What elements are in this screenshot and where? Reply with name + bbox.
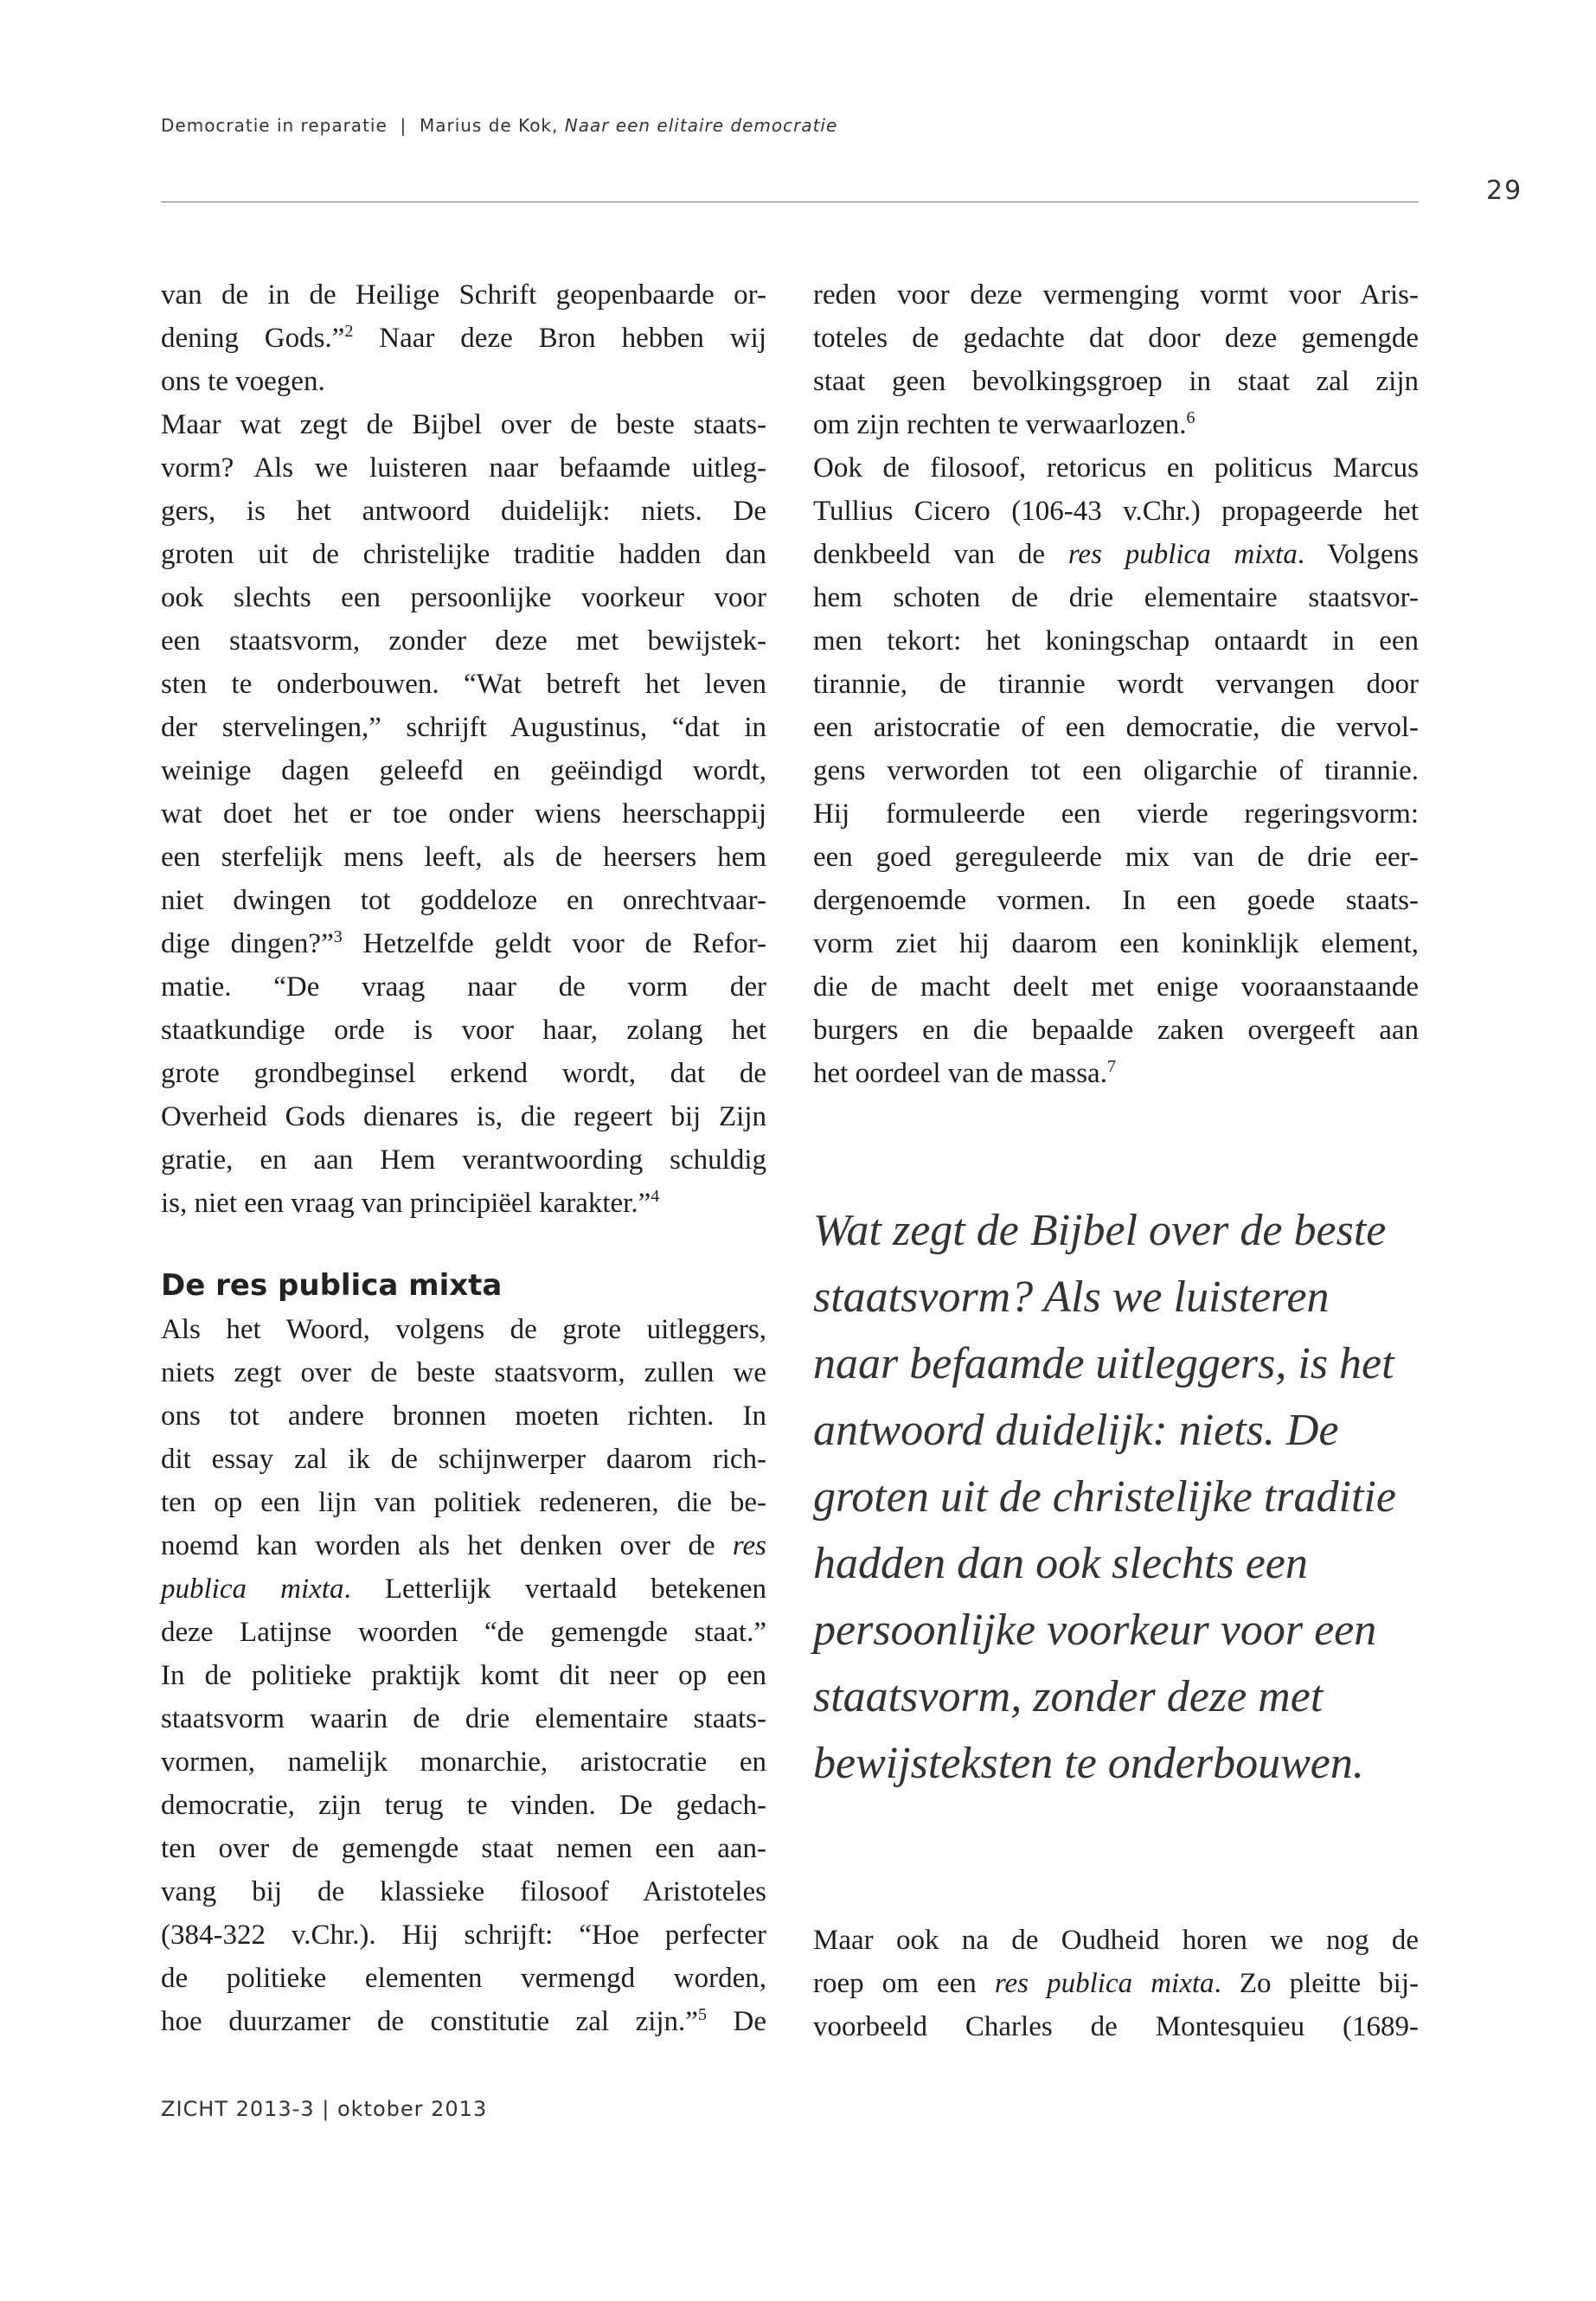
text-run: het oordeel van de massa. xyxy=(813,1058,1107,1089)
text-run: sten te onderbouwen. “Wat betreft het leven xyxy=(161,669,766,700)
text-run: De xyxy=(706,2006,766,2037)
pull-quote-line: persoonlijke voorkeur voor een xyxy=(813,1606,1377,1655)
text-run: gens verworden tot een oligarchie of tirannie. xyxy=(813,755,1419,786)
footnote-marker: 6 xyxy=(1186,408,1195,427)
italic-term: res xyxy=(732,1530,766,1561)
pull-quote-line: antwoord duidelijk: niets. De xyxy=(813,1406,1339,1455)
text-line xyxy=(813,533,1419,576)
text-line xyxy=(161,749,766,792)
header-title: Naar een elitaire democratie xyxy=(564,115,838,136)
text-line xyxy=(813,360,1419,403)
text-line xyxy=(161,1524,766,1567)
pull-quote-line: staatsvorm, zonder deze met xyxy=(813,1672,1324,1721)
pull-quote-line: groten uit de christelijke traditie xyxy=(813,1472,1396,1522)
text-line xyxy=(161,1351,766,1394)
text-run: ons tot andere bronnen moeten richten. In xyxy=(161,1400,766,1432)
text-line xyxy=(161,1009,766,1052)
text-run: Als het Woord, volgens de grote uitleggers, xyxy=(161,1314,766,1345)
text-line xyxy=(813,2005,1419,2048)
text-line xyxy=(161,1611,766,1654)
text-run: staatkundige orde is voor haar, zolang het xyxy=(161,1015,766,1046)
text-line xyxy=(161,1481,766,1524)
pull-quote-line: hadden dan ook slechts een xyxy=(813,1539,1308,1588)
text-line xyxy=(813,1009,1419,1052)
text-run: vang bij de klassieke filosoof Aristoteles xyxy=(161,1876,766,1907)
text-run: Maar ook na de Oudheid horen we nog de xyxy=(813,1925,1419,1956)
text-line xyxy=(813,446,1419,490)
right-column xyxy=(813,273,1419,1095)
text-run: ten op een lijn van politiek redeneren, die be- xyxy=(161,1487,766,1518)
text-line xyxy=(161,1394,766,1438)
text-run: deze Latijnse woorden “de gemengde staat.” xyxy=(161,1617,766,1648)
text-line xyxy=(161,1957,766,2000)
pull-quote-line: Wat zegt de Bijbel over de beste xyxy=(813,1206,1387,1255)
text-line xyxy=(161,273,766,317)
text-run: noemd kan worden als het denken over de xyxy=(161,1530,733,1561)
text-line xyxy=(813,792,1419,836)
pull-quote xyxy=(813,1197,1436,1797)
text-run: hem schoten de drie elementaire staatsvor- xyxy=(813,582,1419,613)
right-column-continuation xyxy=(813,1919,1419,2048)
text-line xyxy=(161,1182,766,1225)
right-column-paragraphs xyxy=(813,273,1419,1095)
text-run: der stervelingen,” schrijft Augustinus, “dat in xyxy=(161,712,766,743)
text-run: Hij formuleerde een vierde regeringsvorm: xyxy=(813,798,1419,830)
text-run: wat doet het er toe onder wiens heerschappij xyxy=(161,798,766,830)
text-run: matie. “De vraag naar de vorm der xyxy=(161,971,766,1003)
text-run: van de in de Heilige Schrift geopenbaarde or- xyxy=(161,279,766,311)
header-series: Democratie in reparatie xyxy=(161,115,388,136)
text-run: niet dwingen tot goddeloze en onrechtvaar- xyxy=(161,885,766,916)
text-line xyxy=(161,446,766,490)
text-line xyxy=(161,1567,766,1611)
text-line xyxy=(161,533,766,576)
text-run: hoe duurzamer de constitutie zal zijn.” xyxy=(161,2006,698,2037)
text-run: ten over de gemengde staat nemen een aan- xyxy=(161,1833,766,1864)
text-line xyxy=(813,1962,1419,2005)
text-run: een goed gereguleerde mix van de drie eer- xyxy=(813,842,1419,873)
section-heading: De res publica mixta xyxy=(161,1268,503,1303)
text-line xyxy=(161,1095,766,1138)
page-footer: ZICHT 2013-3 | oktober 2013 xyxy=(161,2097,488,2121)
text-run: dit essay zal ik de schijnwerper daarom rich- xyxy=(161,1444,766,1475)
text-run: grote grondbeginsel erkend wordt, dat de xyxy=(161,1058,766,1089)
text-run: gratie, en aan Hem verantwoording schuldig xyxy=(161,1144,766,1176)
text-run: vorm? Als we luisteren naar befaamde uitleg- xyxy=(161,452,766,484)
italic-term: res publica mixta xyxy=(1067,539,1298,570)
text-run: Naar deze Bron hebben wij xyxy=(353,323,766,354)
header-author: Marius de Kok, xyxy=(419,115,559,136)
text-run: burgers en die bepaalde zaken overgeeft aan xyxy=(813,1015,1419,1046)
footnote-marker: 2 xyxy=(344,322,354,341)
text-line xyxy=(813,619,1419,663)
footnote-marker: 5 xyxy=(697,2005,707,2024)
text-run: denkbeeld van de xyxy=(813,539,1068,570)
text-run: Tullius Cicero (106-43 v.Chr.) propageerde het xyxy=(813,496,1419,527)
text-run: groten uit de christelijke traditie hadden dan xyxy=(161,539,766,570)
text-run: roep om een xyxy=(813,1968,995,1999)
running-header xyxy=(161,115,1415,136)
text-line xyxy=(161,490,766,533)
text-line xyxy=(161,1138,766,1182)
left-column xyxy=(161,273,766,2043)
text-run: dige dingen?” xyxy=(161,928,334,959)
text-run: vormen, namelijk monarchie, aristocratie en xyxy=(161,1747,766,1778)
text-line xyxy=(161,360,766,403)
text-run: reden voor deze vermenging vormt voor Aris- xyxy=(813,279,1419,311)
text-run: tirannie, de tirannie wordt vervangen door xyxy=(813,669,1419,700)
text-line xyxy=(813,1919,1419,1962)
pull-quote-line: staatsvorm? Als we luisteren xyxy=(813,1272,1330,1322)
text-run: de politieke elementen vermengd worden, xyxy=(161,1963,766,1994)
text-run: In de politieke praktijk komt dit neer op een xyxy=(161,1660,766,1691)
text-line xyxy=(813,836,1419,879)
text-run: weinige dagen geleefd en geëindigd wordt, xyxy=(161,755,766,786)
text-line xyxy=(813,490,1419,533)
pull-quote-line: bewijsteksten te onderbouwen. xyxy=(813,1739,1364,1788)
text-line xyxy=(813,273,1419,317)
text-run: . Volgens xyxy=(1297,539,1420,570)
text-line xyxy=(161,1784,766,1827)
text-line xyxy=(161,706,766,749)
text-line xyxy=(161,1913,766,1957)
text-line xyxy=(161,1827,766,1870)
text-line xyxy=(813,749,1419,792)
footnote-marker: 3 xyxy=(333,927,343,946)
left-column-paragraphs xyxy=(161,273,766,1225)
text-line xyxy=(161,922,766,965)
text-run: democratie, zijn terug te vinden. De gedach- xyxy=(161,1790,766,1821)
text-line xyxy=(161,792,766,836)
text-line xyxy=(813,879,1419,922)
footnote-marker: 4 xyxy=(651,1187,660,1206)
text-run: vorm ziet hij daarom een koninklijk element, xyxy=(813,928,1419,959)
text-line xyxy=(813,576,1419,619)
text-run: (384-322 v.Chr.). Hij schrijft: “Hoe perfecter xyxy=(161,1920,766,1951)
text-run: men tekort: het koningschap ontaardt in een xyxy=(813,625,1419,657)
text-line xyxy=(161,1654,766,1697)
text-line xyxy=(813,663,1419,706)
text-line xyxy=(161,619,766,663)
header-separator: | xyxy=(400,115,407,136)
text-run: gers, is het antwoord duidelijk: niets. De xyxy=(161,496,766,527)
text-run: toteles de gedachte dat door deze gemengde xyxy=(813,323,1419,354)
text-line xyxy=(161,836,766,879)
text-line xyxy=(161,1697,766,1740)
text-run: is, niet een vraag van principiëel karakter.” xyxy=(161,1188,651,1219)
text-line xyxy=(813,706,1419,749)
text-run: niets zegt over de beste staatsvorm, zullen we xyxy=(161,1357,766,1388)
text-line xyxy=(161,2000,766,2043)
pull-quote-line: naar befaamde uitleggers, is het xyxy=(813,1339,1394,1388)
text-line xyxy=(813,403,1419,446)
italic-term: res publica mixta xyxy=(994,1968,1215,1999)
text-run: dening Gods.” xyxy=(161,323,345,354)
text-run: een sterfelijk mens leeft, als de heersers hem xyxy=(161,842,766,873)
text-run: ons te voegen. xyxy=(161,366,325,397)
text-run: die de macht deelt met enige vooraanstaande xyxy=(813,971,1419,1003)
text-line xyxy=(161,1740,766,1784)
text-run: . Zo pleitte bij- xyxy=(1214,1968,1420,1999)
text-line xyxy=(161,403,766,446)
footnote-marker: 7 xyxy=(1106,1057,1116,1076)
text-line xyxy=(161,965,766,1009)
text-run: . Letterlijk vertaald betekenen xyxy=(343,1574,766,1605)
text-run: Overheid Gods dienares is, die regeert bij Zijn xyxy=(161,1101,766,1132)
text-run: staatsvorm waarin de drie elementaire staats- xyxy=(161,1703,766,1734)
text-run: voorbeeld Charles de Montesquieu (1689- xyxy=(813,2011,1419,2042)
text-line xyxy=(161,1052,766,1095)
left-column-section-body xyxy=(161,1308,766,2043)
text-line xyxy=(161,1308,766,1351)
text-run: ook slechts een persoonlijke voorkeur voor xyxy=(161,582,766,613)
text-line xyxy=(161,317,766,360)
text-run: staat geen bevolkingsgroep in staat zal zijn xyxy=(813,366,1419,397)
text-run: Ook de filosoof, retoricus en politicus Marcus xyxy=(813,452,1419,484)
text-run: dergenoemde vormen. In een goede staats- xyxy=(813,885,1419,916)
text-line xyxy=(161,1438,766,1481)
page-number: 29 xyxy=(1486,176,1523,206)
text-line xyxy=(161,879,766,922)
text-run: Hetzelfde geldt voor de Refor- xyxy=(342,928,766,959)
text-run: Maar wat zegt de Bijbel over de beste staats- xyxy=(161,409,766,440)
text-line xyxy=(813,922,1419,965)
text-line xyxy=(813,1052,1419,1095)
text-line xyxy=(813,965,1419,1009)
right-column-continuation-paragraph xyxy=(813,1919,1419,2048)
text-line xyxy=(161,1870,766,1913)
text-run: om zijn rechten te verwaarlozen. xyxy=(813,409,1187,440)
text-run: een staatsvorm, zonder deze met bewijstek- xyxy=(161,625,766,657)
text-line xyxy=(161,663,766,706)
italic-term: publica mixta xyxy=(161,1574,344,1605)
text-run: een aristocratie of een democratie, die vervol- xyxy=(813,712,1419,743)
text-line xyxy=(813,317,1419,360)
text-line xyxy=(161,576,766,619)
